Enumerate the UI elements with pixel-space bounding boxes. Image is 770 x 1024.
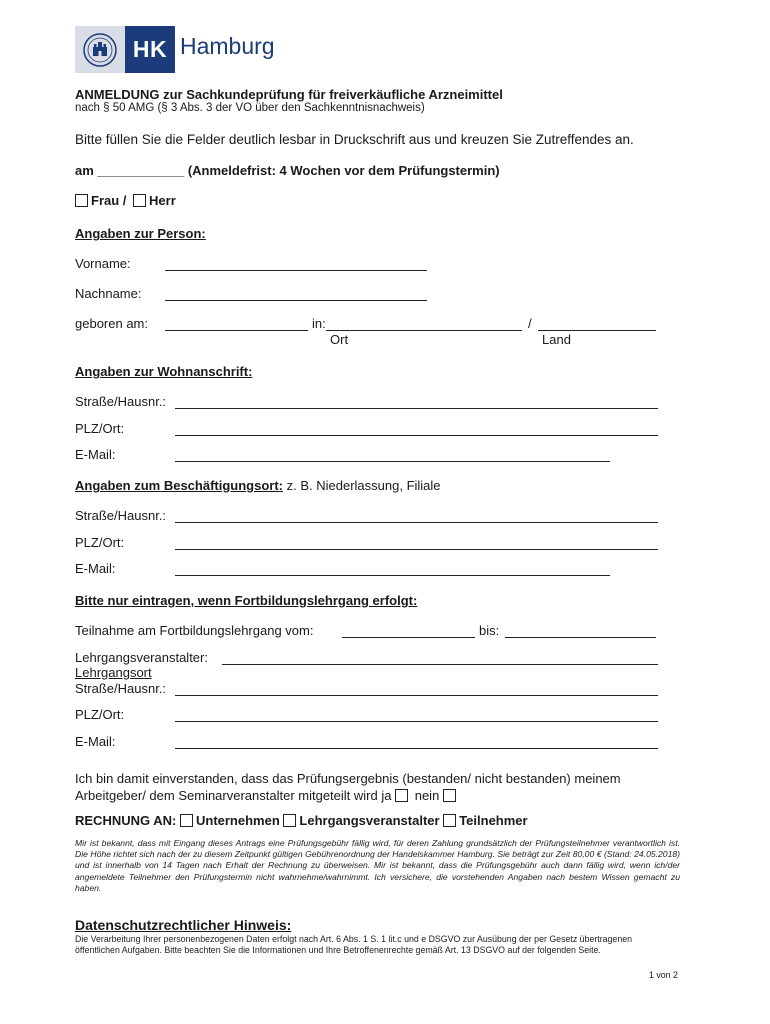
form-subtitle: nach § 50 AMG (§ 3 Abs. 3 der VO über den Sachkenntnisnachweis)	[75, 102, 425, 114]
teilnahme-label: Teilnahme am Fortbildungslehrgang vom:	[75, 623, 314, 638]
datenschutz-text: Die Verarbeitung Ihrer personenbezogenen Daten erfolgt nach Art. 6 Abs. 1 S. 1 lit.c und e DSGVO zur Ausübung der per Gesetz übertragenen öffentlichen Aufgaben. Bitte beachten Sie die Informationen und Ihre Betroffenenrechte gemäß Art. 13 DSGVO auf der folgenden Seite.	[75, 934, 632, 956]
veranstalter-label: Lehrgangsveranstalter:	[75, 650, 208, 665]
vorname-field[interactable]	[165, 270, 427, 271]
wohn-strasse-field[interactable]	[175, 408, 658, 409]
vorname-label: Vorname:	[75, 256, 131, 271]
nachname-field[interactable]	[165, 300, 427, 301]
consent-line-1: Ich bin damit einverstanden, dass das Prüfungsergebnis (bestanden/ nicht bestanden) meinem	[75, 771, 621, 786]
fort-email-field[interactable]	[175, 748, 658, 749]
herr-checkbox[interactable]	[133, 194, 146, 207]
fort-strasse-field[interactable]	[175, 695, 658, 696]
datenschutz-heading: Datenschutzrechtlicher Hinweis:	[75, 917, 292, 933]
person-heading: Angaben zur Person:	[75, 226, 206, 241]
page-number: 1 von 2	[649, 970, 678, 980]
rechnung-unternehmen-label: Unternehmen	[195, 813, 280, 828]
veranstalter-field[interactable]	[222, 664, 658, 665]
consent-nein-label: nein	[414, 788, 440, 803]
fort-strasse-label: Straße/Hausnr.:	[75, 681, 167, 696]
besch-plz-label: PLZ/Ort:	[75, 535, 125, 550]
deadline-am: am	[75, 163, 94, 178]
rechnung-teilnehmer-checkbox[interactable]	[443, 814, 456, 827]
besch-strasse-field[interactable]	[175, 522, 658, 523]
frau-label: Frau /	[91, 193, 127, 208]
consent-nein-checkbox[interactable]	[443, 789, 456, 802]
geboren-am-label: geboren am:	[75, 316, 148, 331]
land-caption: Land	[542, 332, 571, 347]
geboren-in-label: in:	[312, 316, 326, 331]
consent-ja-checkbox[interactable]	[395, 789, 408, 802]
wohn-strasse-label: Straße/Hausnr.:	[75, 394, 167, 409]
beschaeftigung-heading: Angaben zum Beschäftigungsort:	[75, 478, 284, 493]
consent-line-2: Arbeitgeber/ dem Seminarveranstalter mitgeteilt wird ja	[75, 788, 392, 803]
fort-plz-field[interactable]	[175, 721, 658, 722]
wohn-plz-label: PLZ/Ort:	[75, 421, 125, 436]
geburtsland-field[interactable]	[538, 330, 656, 331]
logo-city: Hamburg	[180, 33, 275, 59]
rechnung-row	[75, 813, 528, 828]
form-title: ANMELDUNG zur Sachkundeprüfung für freiverkäufliche Arzneimittel	[75, 87, 503, 102]
besch-plz-field[interactable]	[175, 549, 658, 550]
salutation-row	[75, 193, 176, 208]
besch-email-label: E-Mail:	[75, 561, 116, 576]
deadline-row	[75, 163, 500, 178]
deadline-text: (Anmeldefrist: 4 Wochen vor dem Prüfungstermin)	[187, 163, 500, 178]
bis-label: bis:	[479, 623, 500, 638]
hk-logo-mark: HK	[125, 26, 175, 73]
rechnung-veranstalter-label: Lehrgangsveranstalter	[299, 813, 440, 828]
besch-email-field[interactable]	[175, 575, 610, 576]
instruction-text: Bitte füllen Sie die Felder deutlich lesbar in Druckschrift aus und kreuzen Sie Zutreffendes an.	[75, 132, 634, 147]
fortbildung-heading: Bitte nur eintragen, wenn Fortbildungslehrgang erfolgt:	[75, 593, 418, 608]
consent-line-2-row	[75, 788, 459, 803]
beschaeftigung-heading-row	[75, 478, 441, 493]
rechnung-unternehmen-checkbox[interactable]	[180, 814, 193, 827]
ort-caption: Ort	[330, 332, 349, 347]
besch-strasse-label: Straße/Hausnr.:	[75, 508, 167, 523]
rechnung-veranstalter-checkbox[interactable]	[283, 814, 296, 827]
wohn-email-field[interactable]	[175, 461, 610, 462]
beschaeftigung-hint: z. B. Niederlassung, Filiale	[283, 478, 441, 493]
teilnahme-von-field[interactable]	[342, 637, 475, 638]
nachname-label: Nachname:	[75, 286, 142, 301]
rechnung-teilnehmer-label: Teilnehmer	[459, 813, 528, 828]
rechnung-label: RECHNUNG AN:	[75, 813, 177, 828]
hamburg-seal-logo	[75, 26, 125, 73]
lehrgangsort-label: Lehrgangsort	[75, 665, 152, 680]
wohn-email-label: E-Mail:	[75, 447, 116, 462]
geburtsort-field[interactable]	[326, 330, 522, 331]
fort-email-label: E-Mail:	[75, 734, 116, 749]
wohn-plz-field[interactable]	[175, 435, 658, 436]
deadline-date-field[interactable]: ____________	[97, 163, 185, 178]
wohnanschrift-heading: Angaben zur Wohnanschrift:	[75, 364, 253, 379]
frau-checkbox[interactable]	[75, 194, 88, 207]
teilnahme-bis-field[interactable]	[505, 637, 656, 638]
slash-separator: /	[528, 316, 532, 331]
seal-icon	[82, 32, 118, 68]
geburtsdatum-field[interactable]	[165, 330, 308, 331]
herr-label: Herr	[149, 193, 176, 208]
fort-plz-label: PLZ/Ort:	[75, 707, 125, 722]
fee-notice: Mir ist bekannt, dass mit Eingang dieses Antrags eine Prüfungsgebühr fällig wird, für deren Zahlung grundsätzlich der Prüfungsteilnehmer verantwortlich ist. Die Höhe richtet sich nach der zu diesem Zeitpunkt gültigen Gebührenordnung der Handelskammer Hamburg. Sie beträgt zur Zeit 80,00 € (Stand: 24.05.2018) und ist innerhalb von 14 Tagen nach Erhalt der Rechnung zu überweisen. Mir ist bekannt, dass die Prüfungsgebühr auch dann fällig wird, wenn ich/der angemeldete Teilnehmer den Prüfungstermin nicht wahrnehme/wahrnimmt. Ich versichere, die vorstehenden Angaben nach bestem Wissen gemacht zu haben.	[75, 838, 680, 893]
